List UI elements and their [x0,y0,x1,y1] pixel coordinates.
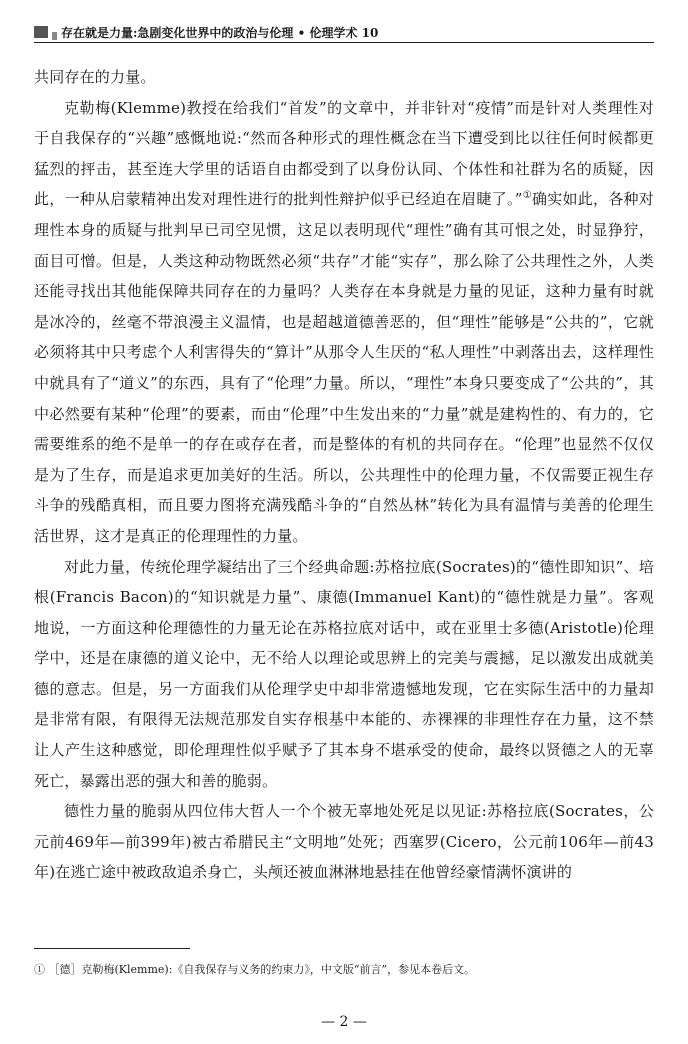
paragraph-2 [34,93,654,552]
paragraph-2-part-b: 确实如此，各种对理性本身的质疑与批判早已司空见惯，这足以表明现代“理性”确有其可恨之处，时显狰狞，面目可憎。但是，人类这种动物既然必须“共存”才能“实存”，那么除了公共理性之外，人类还能寻找出其他能保障共同存在的力量吗？人类存在本身就是力量的见证，这种力量有时就是冰冷的，丝毫不带浪漫主义温情，也是超越道德善恶的，但“理性”能够是“公共的”，它就必须将其中只考虑个人利害得失的“算计”从那令人生厌的“私人理性”中剥落出去，这样理性中就具有了“道义”的东西，具有了“伦理”力量。所以，“理性”本身只要变成了“公共的”，其中必然要有某种“伦理”的要素，而由“伦理”中生发出来的“力量”就是建构性的、有力的，它需要维系的绝不是单一的存在或存在者，而是整体的有机的共同存在。“伦理”也显然不仅仅是为了生存，而是追求更加美好的生活。所以，公共理性中的伦理力量，不仅需要正视生存斗争的残酷真相，而且要力图将充满残酷斗争的“自然丛林”转化为具有温情与美善的伦理生活世界，这才是真正的伦理理性的力量。 [34,190,655,545]
paragraph-1: 共同存在的力量。 [34,68,156,86]
footnote-marker: ① [34,963,45,976]
footnote-reference[interactable]: ① [522,190,532,202]
footnote [34,962,654,978]
page-number: — 2 — [321,1014,367,1030]
running-title: 存在就是力量:急剧变化世界中的政治与伦理 • 伦理学术 10 [61,25,379,40]
header-block-icon [34,26,48,38]
footnote-divider [34,948,190,949]
paragraph-4: 德性力量的脆弱从四位伟大哲人一个个被无辜地处死足以见证:苏格拉底(Socrates，公元前469年—前399年)被古希腊民主“文明地”处死；西塞罗(Cicero，公元前106年—前43年)在逃亡途中被政敌追杀身亡，头颅还被血淋淋地悬挂在他曾经豪情满怀演讲的 [34,802,654,882]
body-text [34,62,654,888]
footnote-text: ［德］克勒梅(Klemme):《自我保存与义务的约束力》，中文版“前言”，参见本卷后文。 [48,963,476,976]
running-header [34,22,654,43]
paragraph-2-part-a: 克勒梅(Klemme)教授在给我们“首发”的文章中，并非针对“疫情”而是针对人类理性对于自我保存的“兴趣”感慨地说:“然而各种形式的理性概念在当下遭受到比以往任何时候都更猛烈的抨击，甚至连大学里的话语自由都受到了以身份认同、个体性和社群为名的质疑，因此，一种从启蒙精神出发对理性进行的批判性辩护似乎已经迫在眉睫了。” [34,98,654,209]
paragraph-3: 对此力量，传统伦理学凝结出了三个经典命题:苏格拉底(Socrates)的“德性即知识”、培根(Francis Bacon)的“知识就是力量”、康德(Immanuel Kant)的“德性就是力量”。客观地说，一方面这种伦理德性的力量无论在苏格拉底对话中，或在亚里士多德(Aristotle)伦理学中，还是在康德的道义论中，无不给人以理论或思辨上的完美与震撼，足以激发出成就美德的意志。但是，另一方面我们从伦理学史中却非常遗憾地发现，它在实际生活中的力量却是非常有限，有限得无法规范那发自实存根基中本能的、赤裸裸的非理性存在力量，这不禁让人产生这种感觉，即伦理理性似乎赋予了其本身不堪承受的使命，最终以贤德之人的无辜死亡，暴露出恶的强大和善的脆弱。 [34,557,654,790]
header-small-block-icon [52,32,57,40]
